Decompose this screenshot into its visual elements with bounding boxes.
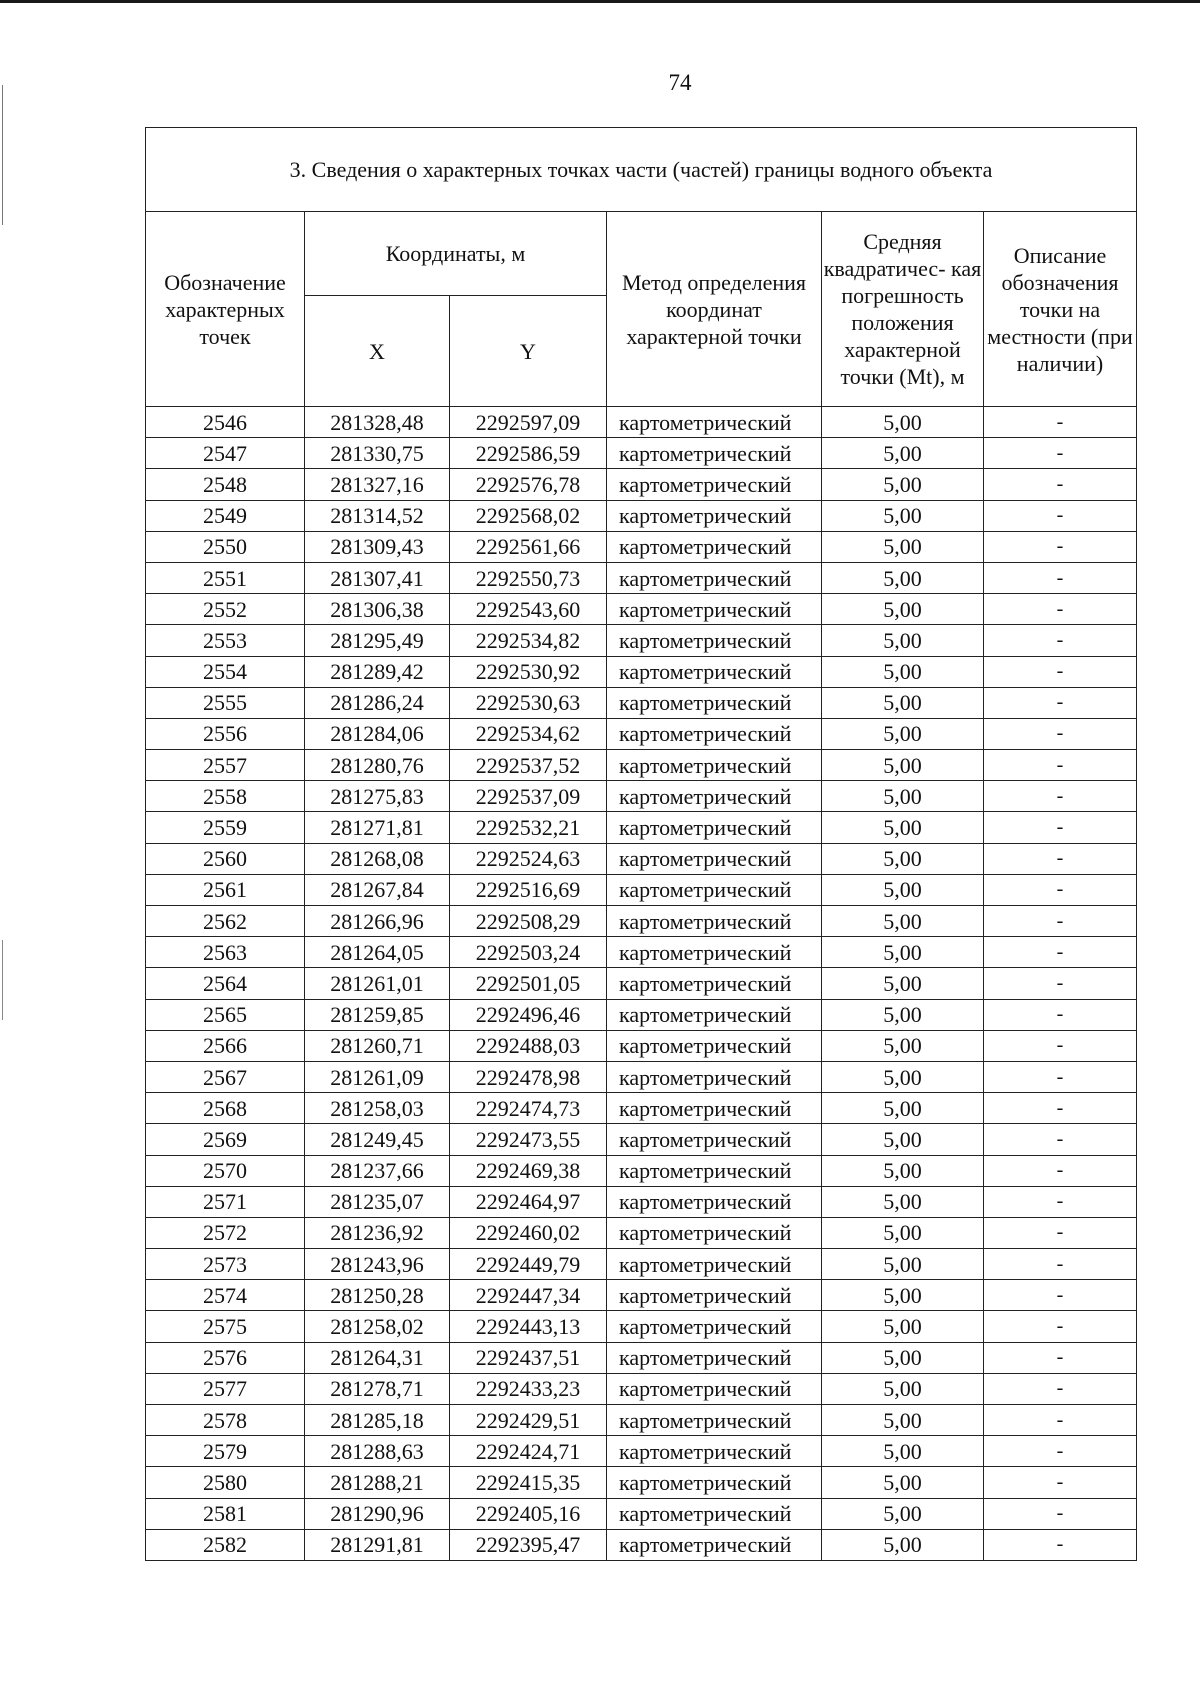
cell-method: картометрический xyxy=(607,1186,822,1217)
page-number: 74 xyxy=(668,70,692,95)
cell-y: 2292405,16 xyxy=(450,1498,607,1529)
cell-description: - xyxy=(984,687,1137,718)
cell-accuracy: 5,00 xyxy=(822,1061,984,1092)
cell-method: картометрический xyxy=(607,1061,822,1092)
cell-description: - xyxy=(984,1436,1137,1467)
cell-description: - xyxy=(984,438,1137,469)
cell-accuracy: 5,00 xyxy=(822,1186,984,1217)
cell-y: 2292530,92 xyxy=(450,656,607,687)
cell-x: 281264,31 xyxy=(305,1342,450,1373)
cell-method: картометрический xyxy=(607,1124,822,1155)
cell-description: - xyxy=(984,1061,1137,1092)
cell-description: - xyxy=(984,1280,1137,1311)
cell-method: картометрический xyxy=(607,1217,822,1248)
cell-accuracy: 5,00 xyxy=(822,1498,984,1529)
cell-accuracy: 5,00 xyxy=(822,843,984,874)
table-row xyxy=(146,625,1137,656)
cell-x: 281285,18 xyxy=(305,1405,450,1436)
cell-x: 281259,85 xyxy=(305,999,450,1030)
cell-accuracy: 5,00 xyxy=(822,874,984,905)
cell-accuracy: 5,00 xyxy=(822,999,984,1030)
cell-method: картометрический xyxy=(607,407,822,438)
cell-method: картометрический xyxy=(607,1249,822,1280)
cell-point-id: 2558 xyxy=(146,781,305,812)
cell-method: картометрический xyxy=(607,1342,822,1373)
header-coordinates: Координаты, м xyxy=(305,212,607,296)
table-title: 3. Сведения о характерных точках части (частей) границы водного объекта xyxy=(146,128,1137,212)
cell-description: - xyxy=(984,843,1137,874)
cell-point-id: 2581 xyxy=(146,1498,305,1529)
cell-accuracy: 5,00 xyxy=(822,968,984,999)
cell-y: 2292447,34 xyxy=(450,1280,607,1311)
cell-point-id: 2575 xyxy=(146,1311,305,1342)
cell-point-id: 2551 xyxy=(146,562,305,593)
cell-x: 281306,38 xyxy=(305,594,450,625)
cell-x: 281286,24 xyxy=(305,687,450,718)
cell-y: 2292478,98 xyxy=(450,1061,607,1092)
page-top-edge xyxy=(0,0,1200,3)
table-row xyxy=(146,906,1137,937)
cell-x: 281290,96 xyxy=(305,1498,450,1529)
cell-description: - xyxy=(984,469,1137,500)
cell-point-id: 2573 xyxy=(146,1249,305,1280)
cell-point-id: 2576 xyxy=(146,1342,305,1373)
cell-y: 2292395,47 xyxy=(450,1529,607,1560)
cell-accuracy: 5,00 xyxy=(822,1093,984,1124)
table-row xyxy=(146,594,1137,625)
cell-accuracy: 5,00 xyxy=(822,1124,984,1155)
header-method: Метод определения координат характерной точки xyxy=(607,212,822,407)
cell-x: 281291,81 xyxy=(305,1529,450,1560)
table-body xyxy=(146,407,1137,1561)
cell-accuracy: 5,00 xyxy=(822,407,984,438)
cell-description: - xyxy=(984,407,1137,438)
cell-point-id: 2560 xyxy=(146,843,305,874)
cell-description: - xyxy=(984,1030,1137,1061)
cell-accuracy: 5,00 xyxy=(822,1030,984,1061)
cell-x: 281237,66 xyxy=(305,1155,450,1186)
cell-y: 2292464,97 xyxy=(450,1186,607,1217)
cell-method: картометрический xyxy=(607,874,822,905)
cell-x: 281314,52 xyxy=(305,500,450,531)
cell-y: 2292524,63 xyxy=(450,843,607,874)
table-row xyxy=(146,1217,1137,1248)
cell-accuracy: 5,00 xyxy=(822,594,984,625)
table-row xyxy=(146,999,1137,1030)
cell-description: - xyxy=(984,656,1137,687)
cell-method: картометрический xyxy=(607,1467,822,1498)
cell-point-id: 2564 xyxy=(146,968,305,999)
table-row xyxy=(146,531,1137,562)
cell-method: картометрический xyxy=(607,1155,822,1186)
cell-description: - xyxy=(984,1217,1137,1248)
cell-y: 2292449,79 xyxy=(450,1249,607,1280)
cell-point-id: 2561 xyxy=(146,874,305,905)
cell-point-id: 2557 xyxy=(146,750,305,781)
cell-x: 281236,92 xyxy=(305,1217,450,1248)
cell-y: 2292534,82 xyxy=(450,625,607,656)
cell-method: картометрический xyxy=(607,1529,822,1560)
table-row xyxy=(146,1249,1137,1280)
cell-accuracy: 5,00 xyxy=(822,812,984,843)
table-row xyxy=(146,1405,1137,1436)
table-row xyxy=(146,469,1137,500)
cell-description: - xyxy=(984,1124,1137,1155)
cell-description: - xyxy=(984,1467,1137,1498)
cell-description: - xyxy=(984,594,1137,625)
scan-margin-mark xyxy=(2,940,3,1020)
cell-point-id: 2580 xyxy=(146,1467,305,1498)
cell-method: картометрический xyxy=(607,937,822,968)
cell-point-id: 2550 xyxy=(146,531,305,562)
cell-method: картометрический xyxy=(607,1373,822,1404)
cell-y: 2292543,60 xyxy=(450,594,607,625)
table-row xyxy=(146,1436,1137,1467)
cell-y: 2292429,51 xyxy=(450,1405,607,1436)
header-accuracy: Средняя квадратичес- кая погрешность положения характерной точки (Mt), м xyxy=(822,212,984,407)
table-row xyxy=(146,1529,1137,1560)
cell-method: картометрический xyxy=(607,469,822,500)
cell-y: 2292586,59 xyxy=(450,438,607,469)
cell-accuracy: 5,00 xyxy=(822,750,984,781)
cell-point-id: 2565 xyxy=(146,999,305,1030)
cell-accuracy: 5,00 xyxy=(822,1373,984,1404)
cell-y: 2292576,78 xyxy=(450,469,607,500)
cell-point-id: 2556 xyxy=(146,718,305,749)
cell-description: - xyxy=(984,906,1137,937)
table-row xyxy=(146,1155,1137,1186)
cell-description: - xyxy=(984,1249,1137,1280)
cell-method: картометрический xyxy=(607,843,822,874)
cell-y: 2292424,71 xyxy=(450,1436,607,1467)
table-row xyxy=(146,407,1137,438)
cell-x: 281295,49 xyxy=(305,625,450,656)
cell-point-id: 2548 xyxy=(146,469,305,500)
cell-y: 2292568,02 xyxy=(450,500,607,531)
cell-y: 2292537,52 xyxy=(450,750,607,781)
cell-y: 2292537,09 xyxy=(450,781,607,812)
table-row xyxy=(146,1061,1137,1092)
cell-description: - xyxy=(984,1311,1137,1342)
cell-accuracy: 5,00 xyxy=(822,438,984,469)
cell-x: 281289,42 xyxy=(305,656,450,687)
cell-y: 2292561,66 xyxy=(450,531,607,562)
cell-point-id: 2554 xyxy=(146,656,305,687)
table-row xyxy=(146,937,1137,968)
table-row xyxy=(146,1342,1137,1373)
cell-accuracy: 5,00 xyxy=(822,687,984,718)
cell-point-id: 2569 xyxy=(146,1124,305,1155)
cell-description: - xyxy=(984,1342,1137,1373)
cell-method: картометрический xyxy=(607,562,822,593)
cell-method: картометрический xyxy=(607,1498,822,1529)
cell-point-id: 2566 xyxy=(146,1030,305,1061)
cell-method: картометрический xyxy=(607,999,822,1030)
table-row xyxy=(146,438,1137,469)
cell-point-id: 2549 xyxy=(146,500,305,531)
header-y: Y xyxy=(450,296,607,407)
cell-point-id: 2571 xyxy=(146,1186,305,1217)
cell-y: 2292508,29 xyxy=(450,906,607,937)
cell-x: 281266,96 xyxy=(305,906,450,937)
scan-margin-mark xyxy=(2,85,3,225)
cell-x: 281278,71 xyxy=(305,1373,450,1404)
table-row xyxy=(146,562,1137,593)
cell-point-id: 2546 xyxy=(146,407,305,438)
cell-x: 281235,07 xyxy=(305,1186,450,1217)
cell-x: 281268,08 xyxy=(305,843,450,874)
table-row xyxy=(146,781,1137,812)
cell-x: 281275,83 xyxy=(305,781,450,812)
cell-y: 2292530,63 xyxy=(450,687,607,718)
cell-point-id: 2579 xyxy=(146,1436,305,1467)
cell-accuracy: 5,00 xyxy=(822,469,984,500)
table-row xyxy=(146,687,1137,718)
cell-y: 2292443,13 xyxy=(450,1311,607,1342)
cell-x: 281271,81 xyxy=(305,812,450,843)
cell-y: 2292496,46 xyxy=(450,999,607,1030)
cell-x: 281264,05 xyxy=(305,937,450,968)
cell-y: 2292474,73 xyxy=(450,1093,607,1124)
header-x: X xyxy=(305,296,450,407)
boundary-points-table xyxy=(145,127,1137,1561)
table-row xyxy=(146,1030,1137,1061)
cell-method: картометрический xyxy=(607,1093,822,1124)
cell-accuracy: 5,00 xyxy=(822,1155,984,1186)
cell-description: - xyxy=(984,1186,1137,1217)
table-row xyxy=(146,1311,1137,1342)
cell-y: 2292488,03 xyxy=(450,1030,607,1061)
cell-method: картометрический xyxy=(607,1405,822,1436)
cell-point-id: 2555 xyxy=(146,687,305,718)
cell-accuracy: 5,00 xyxy=(822,1280,984,1311)
cell-y: 2292532,21 xyxy=(450,812,607,843)
cell-method: картометрический xyxy=(607,656,822,687)
table-row xyxy=(146,750,1137,781)
cell-y: 2292597,09 xyxy=(450,407,607,438)
table-row xyxy=(146,1467,1137,1498)
header-point-designation: Обозначение характерных точек xyxy=(146,212,305,407)
cell-y: 2292473,55 xyxy=(450,1124,607,1155)
table-row xyxy=(146,500,1137,531)
cell-x: 281307,41 xyxy=(305,562,450,593)
cell-point-id: 2567 xyxy=(146,1061,305,1092)
cell-point-id: 2568 xyxy=(146,1093,305,1124)
cell-method: картометрический xyxy=(607,687,822,718)
cell-y: 2292437,51 xyxy=(450,1342,607,1373)
cell-point-id: 2574 xyxy=(146,1280,305,1311)
cell-description: - xyxy=(984,718,1137,749)
cell-accuracy: 5,00 xyxy=(822,625,984,656)
cell-accuracy: 5,00 xyxy=(822,656,984,687)
cell-x: 281288,63 xyxy=(305,1436,450,1467)
table-row xyxy=(146,1373,1137,1404)
cell-point-id: 2553 xyxy=(146,625,305,656)
cell-method: картометрический xyxy=(607,594,822,625)
cell-description: - xyxy=(984,500,1137,531)
cell-x: 281243,96 xyxy=(305,1249,450,1280)
cell-accuracy: 5,00 xyxy=(822,1405,984,1436)
cell-method: картометрический xyxy=(607,1280,822,1311)
cell-accuracy: 5,00 xyxy=(822,1467,984,1498)
cell-x: 281309,43 xyxy=(305,531,450,562)
cell-x: 281261,09 xyxy=(305,1061,450,1092)
cell-accuracy: 5,00 xyxy=(822,500,984,531)
cell-x: 281327,16 xyxy=(305,469,450,500)
cell-point-id: 2552 xyxy=(146,594,305,625)
cell-method: картометрический xyxy=(607,1311,822,1342)
cell-method: картометрический xyxy=(607,812,822,843)
cell-accuracy: 5,00 xyxy=(822,1311,984,1342)
cell-accuracy: 5,00 xyxy=(822,781,984,812)
cell-x: 281267,84 xyxy=(305,874,450,905)
cell-method: картометрический xyxy=(607,625,822,656)
cell-description: - xyxy=(984,999,1137,1030)
cell-description: - xyxy=(984,1093,1137,1124)
cell-accuracy: 5,00 xyxy=(822,1217,984,1248)
cell-accuracy: 5,00 xyxy=(822,937,984,968)
cell-description: - xyxy=(984,874,1137,905)
cell-y: 2292503,24 xyxy=(450,937,607,968)
cell-point-id: 2582 xyxy=(146,1529,305,1560)
cell-method: картометрический xyxy=(607,1436,822,1467)
table-row xyxy=(146,1186,1137,1217)
cell-y: 2292415,35 xyxy=(450,1467,607,1498)
cell-description: - xyxy=(984,781,1137,812)
cell-description: - xyxy=(984,812,1137,843)
cell-description: - xyxy=(984,562,1137,593)
cell-method: картометрический xyxy=(607,906,822,937)
table-row xyxy=(146,843,1137,874)
cell-method: картометрический xyxy=(607,781,822,812)
cell-point-id: 2577 xyxy=(146,1373,305,1404)
cell-x: 281284,06 xyxy=(305,718,450,749)
cell-x: 281249,45 xyxy=(305,1124,450,1155)
cell-accuracy: 5,00 xyxy=(822,562,984,593)
table-row xyxy=(146,1124,1137,1155)
cell-x: 281328,48 xyxy=(305,407,450,438)
cell-method: картометрический xyxy=(607,500,822,531)
cell-x: 281261,01 xyxy=(305,968,450,999)
cell-point-id: 2562 xyxy=(146,906,305,937)
cell-description: - xyxy=(984,1498,1137,1529)
cell-x: 281280,76 xyxy=(305,750,450,781)
cell-y: 2292516,69 xyxy=(450,874,607,905)
cell-accuracy: 5,00 xyxy=(822,531,984,562)
cell-accuracy: 5,00 xyxy=(822,1342,984,1373)
cell-accuracy: 5,00 xyxy=(822,1249,984,1280)
cell-method: картометрический xyxy=(607,750,822,781)
cell-y: 2292469,38 xyxy=(450,1155,607,1186)
cell-method: картометрический xyxy=(607,438,822,469)
cell-x: 281260,71 xyxy=(305,1030,450,1061)
cell-description: - xyxy=(984,1155,1137,1186)
cell-point-id: 2572 xyxy=(146,1217,305,1248)
cell-point-id: 2547 xyxy=(146,438,305,469)
cell-point-id: 2578 xyxy=(146,1405,305,1436)
cell-description: - xyxy=(984,1529,1137,1560)
cell-description: - xyxy=(984,750,1137,781)
cell-method: картометрический xyxy=(607,968,822,999)
cell-method: картометрический xyxy=(607,1030,822,1061)
cell-x: 281258,03 xyxy=(305,1093,450,1124)
cell-x: 281330,75 xyxy=(305,438,450,469)
cell-point-id: 2570 xyxy=(146,1155,305,1186)
cell-description: - xyxy=(984,625,1137,656)
cell-method: картометрический xyxy=(607,718,822,749)
cell-method: картометрический xyxy=(607,531,822,562)
cell-description: - xyxy=(984,937,1137,968)
header-description: Описание обозначения точки на местности (при наличии) xyxy=(984,212,1137,407)
table-row xyxy=(146,656,1137,687)
cell-y: 2292534,62 xyxy=(450,718,607,749)
cell-x: 281288,21 xyxy=(305,1467,450,1498)
cell-y: 2292550,73 xyxy=(450,562,607,593)
table-row xyxy=(146,812,1137,843)
cell-x: 281250,28 xyxy=(305,1280,450,1311)
cell-description: - xyxy=(984,1373,1137,1404)
cell-description: - xyxy=(984,1405,1137,1436)
cell-accuracy: 5,00 xyxy=(822,906,984,937)
cell-point-id: 2563 xyxy=(146,937,305,968)
cell-description: - xyxy=(984,968,1137,999)
table-row xyxy=(146,1498,1137,1529)
table-row xyxy=(146,874,1137,905)
cell-description: - xyxy=(984,531,1137,562)
table-row xyxy=(146,1093,1137,1124)
cell-accuracy: 5,00 xyxy=(822,1529,984,1560)
table-row xyxy=(146,1280,1137,1311)
cell-y: 2292433,23 xyxy=(450,1373,607,1404)
table-row xyxy=(146,718,1137,749)
cell-accuracy: 5,00 xyxy=(822,718,984,749)
cell-y: 2292501,05 xyxy=(450,968,607,999)
cell-y: 2292460,02 xyxy=(450,1217,607,1248)
cell-accuracy: 5,00 xyxy=(822,1436,984,1467)
table-row xyxy=(146,968,1137,999)
cell-point-id: 2559 xyxy=(146,812,305,843)
cell-x: 281258,02 xyxy=(305,1311,450,1342)
